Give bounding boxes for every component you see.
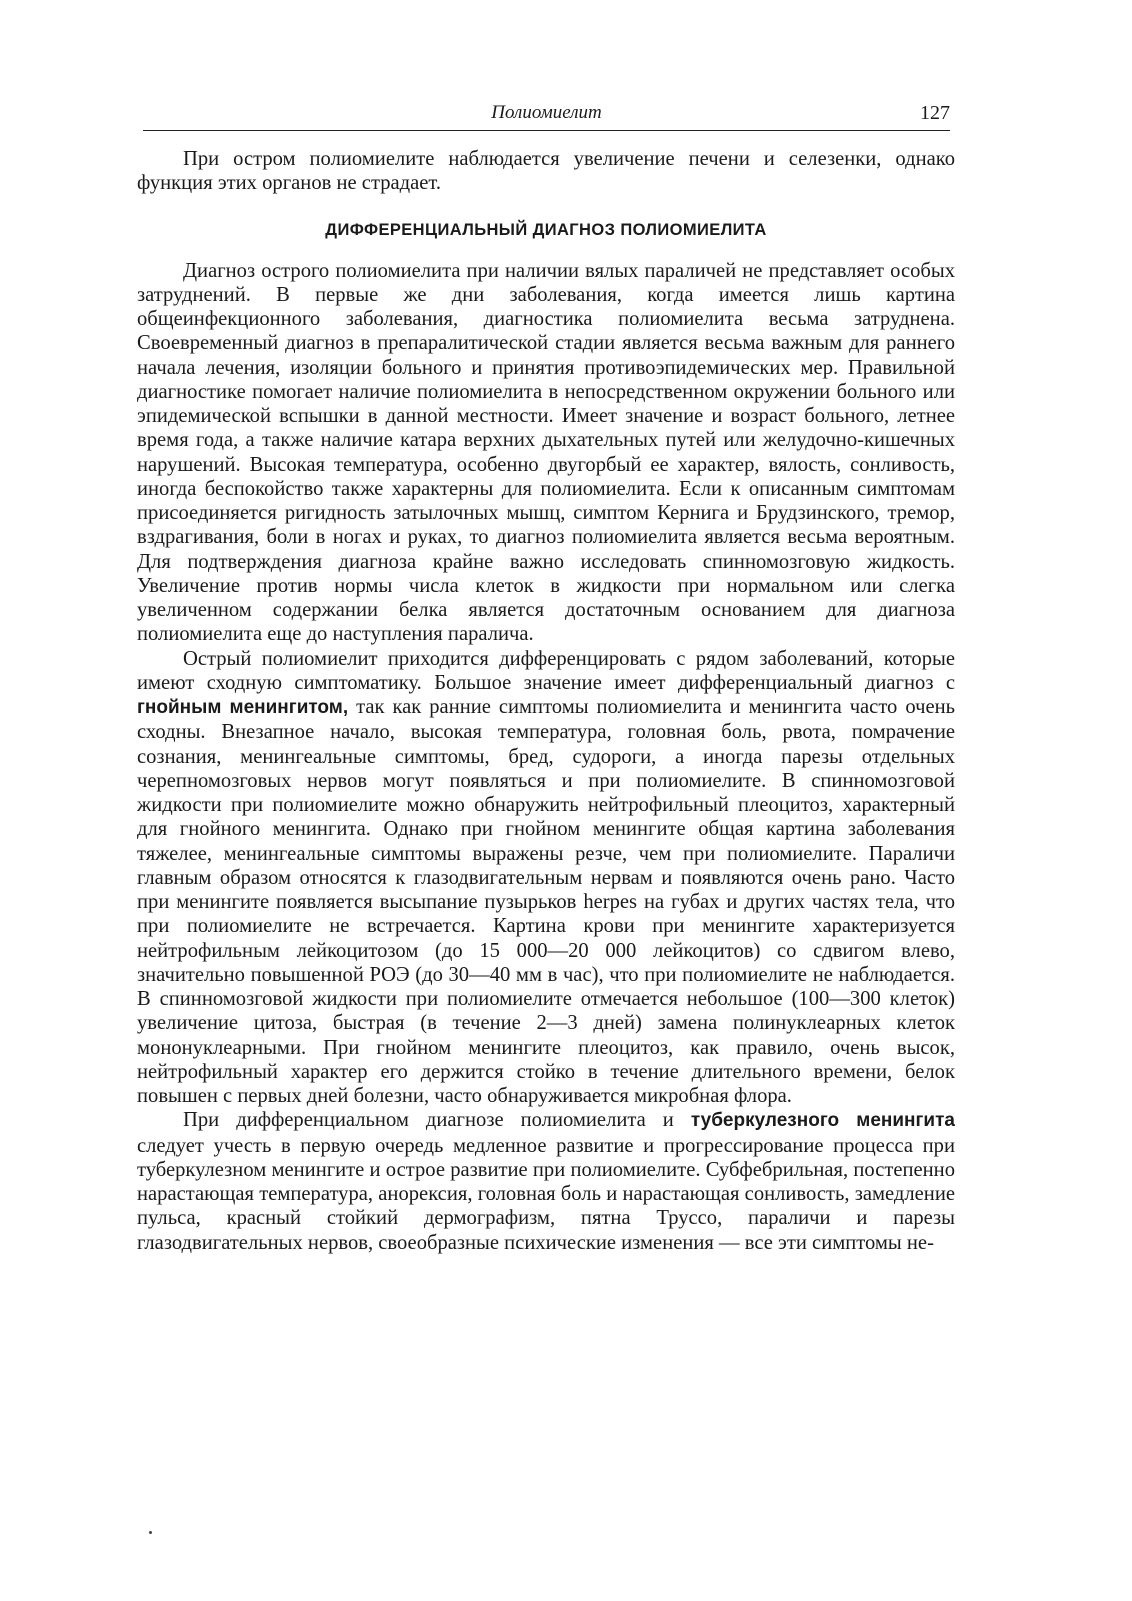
running-title: Полиомиелит	[491, 102, 602, 123]
page-number: 127	[920, 102, 950, 124]
paragraph-early-diagnosis: Диагноз острого полиомиелита при наличии вялых параличей не представляет особых затруднений. В первые же дни заболевания, когда имеется лишь картина общеинфекционного заболевания, диагностика полиомиелита весьма затруднена. Своевременный диагноз в препаралитической стадии является весьма важным для раннего начала лечения, изоляции больного и принятия противоэпидемических мер. Правильной диагностике помогает наличие полиомиелита в непосредственном окружении больного или эпидемической вспышки в данной местности. Имеет значение и возраст больного, летнее время года, а также наличие катара верхних дыхательных путей или желудочно-кишечных нарушений. Высокая температура, особенно двугорбый ее характер, вялость, сонливость, иногда беспокойство также характерны для полиомиелита. Если к описанным симптомам присоединяется ригидность затылочных мышц, симптом Кернига и Брудзинского, тремор, вздрагивания, боли в ногах и руках, то диагноз полиомиелита является весьма вероятным. Для подтверждения диагноза крайне важно исследовать спинномозговую жидкость. Увеличение против нормы числа клеток в жидкости при нормальном или слегка увеличенном содержании белка является достаточным основанием для диагноза полиомиелита еще до наступления паралича.	[137, 259, 955, 646]
paragraph-text: следует учесть в первую очередь медленное развитие и прогрессирование процесса при туберкулезном менингите и острое развитие при полиомиелите. Субфебрильная, постепенно нарастающая температура, анорексия, головная боль и нарастающая сонливость, замедление пульса, красный стойкий дермографизм, пятна Труссо, параличи и парезы глазодвигательных нервов, своеобразные психические изменения — все эти симптомы не-	[137, 1134, 955, 1254]
paragraph-text: так как ранние симптомы полиомиелита и менингита часто очень сходны. Внезапное начало, высокая температура, головная боль, рвота, помрачение сознания, менингеальные симптомы, бред, судороги, а иногда парезы отдельных черепномозговых нервов могут появляться и при полиомиелите. В спинномозговой жидкости при полиомиелите можно обнаружить нейтрофильный плеоцитоз, характерный для гнойного менингита. Однако при гнойном менингите общая картина заболевания тяжелее, менингеальные симптомы выражены резче, чем при полиомиелите. Параличи главным образом относятся к глазодвигательным нервам и появляются очень рано. Часто при менингите появляется высыпание пузырьков herpes на губах и других частях тела, что при полиомиелите не встречается. Картина крови при менингите характеризуется нейтрофильным лейкоцитозом (до 15 000—20 000 лейкоцитов) со сдвигом влево, значительно повышенной РОЭ (до 30—40 мм в час), что при полиомиелите не наблюдается. В спинномозговой жидкости при полиомиелите отмечается небольшое (100—300 клеток) увеличение цитоза, быстрая (в течение 2—3 дней) замена полинуклеарных клеток мононуклеарными. При гнойном менингите плеоцитоз, как правило, очень высок, нейтрофильный характер его держится стойко в течение длительного времени, белок повышен с первых дней болезни, часто обнаруживается микробная флора.	[137, 696, 955, 1107]
body-text	[137, 147, 955, 1255]
paragraph-tuberculous-meningitis	[137, 1108, 955, 1255]
bold-term-tuberculous-meningitis: туберкулезного менингита	[690, 1110, 955, 1132]
paragraph-text: При дифференциальном диагнозе полиомиелита и	[183, 1109, 691, 1132]
bold-term-purulent-meningitis: гнойным менингитом,	[137, 697, 349, 718]
paragraph-purulent-meningitis	[137, 647, 955, 1109]
scan-speck	[149, 1531, 152, 1534]
section-heading: ДИФФЕРЕНЦИАЛЬНЫЙ ДИАГНОЗ ПОЛИОМИЕЛИТА	[325, 220, 767, 239]
running-header	[143, 100, 950, 134]
paragraph-text: Острый полиомиелит приходится дифференцировать с рядом заболеваний, которые имеют сходную симптоматику. Большое значение имеет дифференциальный диагноз с	[137, 647, 955, 694]
paragraph-organ-involvement: При остром полиомиелите наблюдается увеличение печени и селезенки, однако функция этих органов не страдает.	[137, 148, 955, 195]
header-rule	[143, 130, 950, 131]
